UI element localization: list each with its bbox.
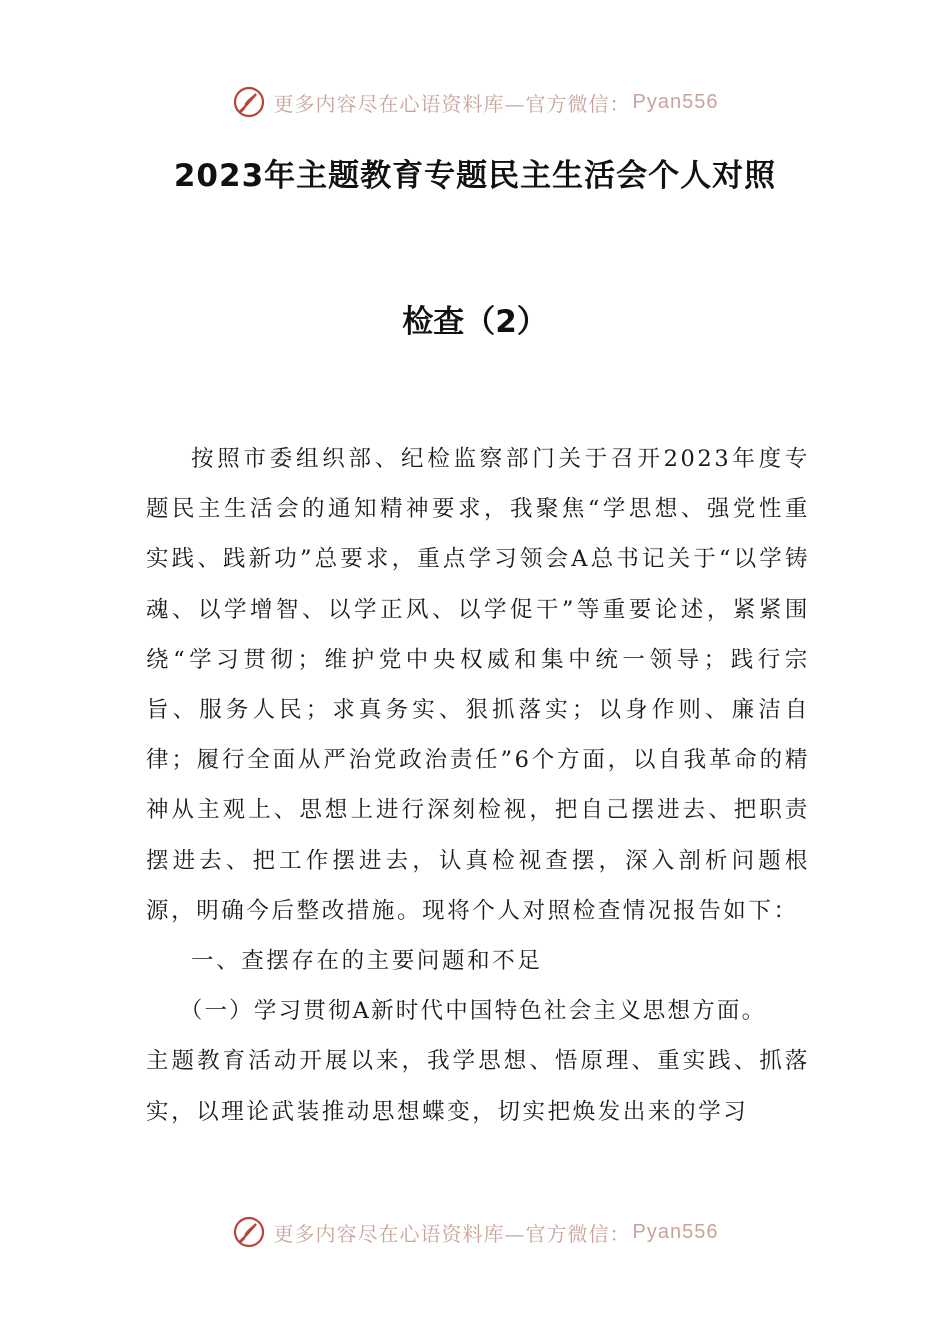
document-title-line-1: 2023年主题教育专题民主生活会个人对照 [173,158,777,194]
subsection-heading-1: （一）学习贯彻A新时代中国特色社会主义思想方面。 [179,998,767,1025]
document-body [146,434,810,1137]
watermark-header [0,82,950,122]
quill-logo-icon [232,1215,266,1249]
watermark-wechat-id: Pyan556 [632,90,719,113]
paragraph-study: 主题教育活动开展以来，我学思想、悟原理、重实践、抓落实，以理论武装推动思想蝶变，切实把焕发出来的学习 [146,1048,810,1125]
watermark-text: 更多内容尽在心语资料库—官方微信： [273,1221,631,1246]
section-heading-1: 一、查摆存在的主要问题和不足 [191,948,543,975]
quill-logo-icon [232,85,266,119]
watermark-text: 更多内容尽在心语资料库—官方微信： [273,91,631,116]
document-title-line-2: 检查（2） [402,304,548,340]
watermark-wechat-id: Pyan556 [632,1220,719,1243]
watermark-footer [0,1212,950,1252]
paragraph-intro: 按照市委组织部、纪检监察部门关于召开2023年度专题民主生活会的通知精神要求，我聚焦“学思想、强党性重实践、践新功”总要求，重点学习领会A总书记关于“以学铸魂、以学增智、以学正风、以学促干”等重要论述，紧紧围绕“学习贯彻；维护党中央权威和集中统一领导；践行宗旨、服务人民；求真务实、狠抓落实；以身作则、廉洁自律；履行全面从严治党政治责任”6个方面，以自我革命的精神从主观上、思想上进行深刻检视，把自己摆进去、把职责摆进去、把工作摆进去，认真检视查摆，深入剖析问题根源，明确今后整改措施。现将个人对照检查情况报告如下： [146,446,810,924]
